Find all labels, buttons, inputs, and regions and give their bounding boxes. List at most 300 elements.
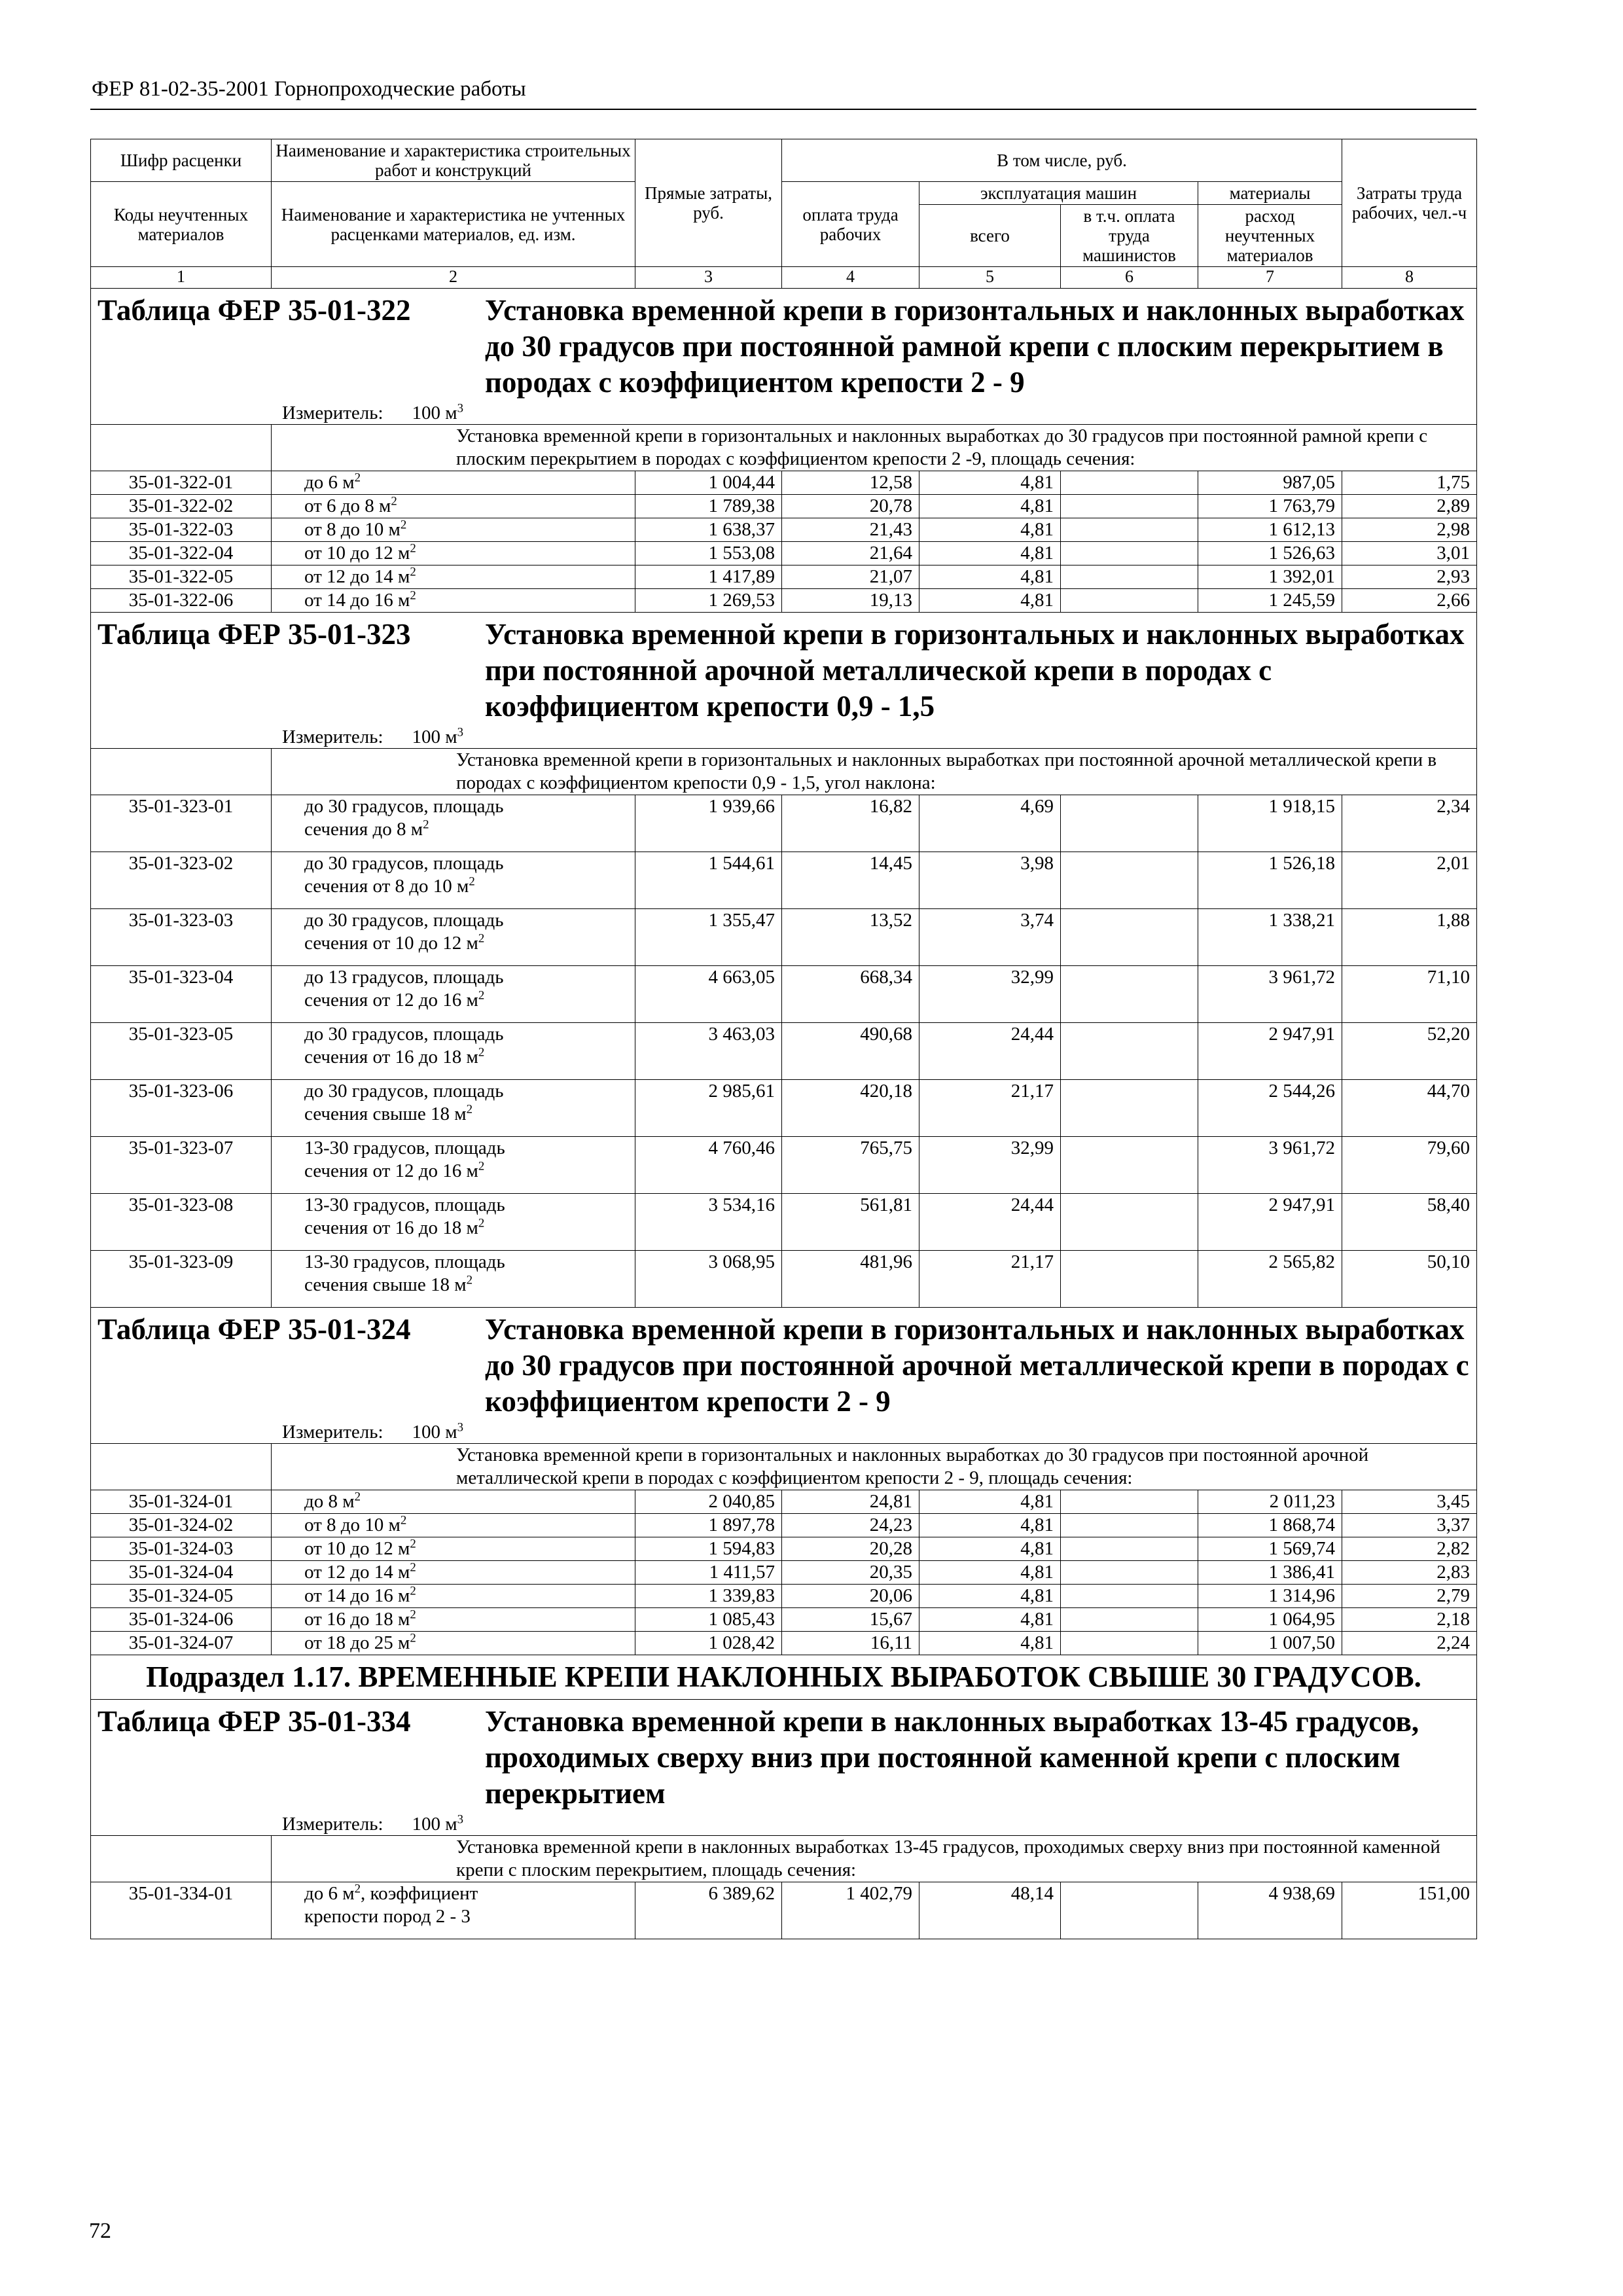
rate-description — [272, 1194, 635, 1251]
table-row — [91, 518, 1477, 542]
measure-unit: 100 м — [412, 403, 457, 423]
description-line-2: крепости пород 2 - 3 — [304, 1906, 471, 1927]
materials-cost: 3 961,72 — [1198, 1137, 1342, 1194]
rate-description — [272, 495, 635, 518]
header-machines-total: всего — [919, 205, 1061, 267]
table-title-block — [98, 1704, 1470, 1812]
description-line-1: до 30 градусов, площадь — [304, 910, 504, 931]
table-title-cell — [91, 1308, 1477, 1444]
materials-cost: 2 544,26 — [1198, 1080, 1342, 1137]
work-description: Установка временной крепи в наклонных выработках 13-45 градусов, проходимых сверху вниз при постоянной каменной крепи с плоским перекрытием, площадь сечения: — [272, 1836, 1477, 1882]
work-description-spacer — [91, 425, 272, 471]
direct-cost: 2 040,85 — [635, 1490, 782, 1514]
description-text: от 18 до 25 м — [304, 1632, 410, 1653]
rate-code: 35-01-322-02 — [91, 495, 272, 518]
labor-cost: 3,01 — [1342, 542, 1477, 565]
work-description-row — [91, 1836, 1477, 1882]
machinists-cost — [1061, 1537, 1198, 1561]
description-line-1: до 13 градусов, площадь — [304, 967, 504, 988]
column-numbers-row — [91, 267, 1477, 289]
materials-cost: 3 961,72 — [1198, 966, 1342, 1023]
rate-code: 35-01-323-02 — [91, 852, 272, 909]
direct-cost: 4 760,46 — [635, 1137, 782, 1194]
description-line-2: сечения свыше 18 м — [304, 1103, 467, 1124]
unit-superscript: 2 — [466, 1102, 473, 1117]
wages-cost: 16,82 — [782, 795, 919, 852]
wages-cost: 21,07 — [782, 565, 919, 589]
unit-superscript: 2 — [410, 1560, 416, 1575]
unit-superscript: 2 — [410, 588, 416, 603]
description-text: от 10 до 12 м — [304, 543, 410, 564]
unit-superscript: 2 — [466, 1273, 473, 1287]
direct-cost: 1 594,83 — [635, 1537, 782, 1561]
table-row — [91, 1882, 1477, 1939]
rate-code: 35-01-322-03 — [91, 518, 272, 542]
materials-cost: 4 938,69 — [1198, 1882, 1342, 1939]
rate-code: 35-01-323-03 — [91, 909, 272, 966]
labor-cost: 71,10 — [1342, 966, 1477, 1023]
rate-description — [272, 1251, 635, 1308]
table-row — [91, 1585, 1477, 1608]
description-line-1: 13-30 градусов, площадь — [304, 1138, 505, 1158]
table-title-block — [98, 1312, 1470, 1420]
unit-superscript: 2 — [469, 874, 475, 889]
column-number: 3 — [635, 267, 782, 289]
direct-cost: 6 389,62 — [635, 1882, 782, 1939]
table-number: Таблица ФЕР 35-01-323 — [98, 618, 411, 651]
header-direct-costs: Прямые затраты, руб. — [635, 139, 782, 267]
unit-superscript: 2 — [410, 1537, 416, 1551]
table-row — [91, 1632, 1477, 1655]
measure-superscript: 3 — [457, 1812, 464, 1827]
materials-cost: 1 392,01 — [1198, 565, 1342, 589]
measure-unit: 100 м — [412, 1814, 457, 1835]
direct-cost: 3 534,16 — [635, 1194, 782, 1251]
direct-cost: 1 544,61 — [635, 852, 782, 909]
wages-cost: 20,06 — [782, 1585, 919, 1608]
table-title-row — [91, 1308, 1477, 1444]
direct-cost: 1 897,78 — [635, 1514, 782, 1537]
description-line-1-tail: , коэффициент — [361, 1883, 478, 1904]
rate-description — [272, 1585, 635, 1608]
work-description-row — [91, 425, 1477, 471]
direct-cost: 1 004,44 — [635, 471, 782, 495]
materials-cost: 2 947,91 — [1198, 1023, 1342, 1080]
rate-code: 35-01-324-06 — [91, 1608, 272, 1632]
description-text: до 6 м — [304, 472, 355, 493]
unit-superscript: 2 — [478, 988, 485, 1003]
description-line-2: сечения от 10 до 12 м — [304, 933, 478, 954]
table-row — [91, 1137, 1477, 1194]
table-title-cell — [91, 1700, 1477, 1836]
labor-cost: 3,45 — [1342, 1490, 1477, 1514]
rate-code: 35-01-323-01 — [91, 795, 272, 852]
rate-code: 35-01-324-02 — [91, 1514, 272, 1537]
machines-cost: 4,81 — [919, 1632, 1061, 1655]
table-row — [91, 1537, 1477, 1561]
description-line-2: сечения от 8 до 10 м — [304, 876, 469, 897]
description-text: от 16 до 18 м — [304, 1609, 410, 1630]
materials-cost: 1 386,41 — [1198, 1561, 1342, 1585]
wages-cost: 12,58 — [782, 471, 919, 495]
machines-cost: 3,74 — [919, 909, 1061, 966]
rate-code: 35-01-324-05 — [91, 1585, 272, 1608]
machines-cost: 21,17 — [919, 1080, 1061, 1137]
table-title-row — [91, 613, 1477, 749]
table-row — [91, 1608, 1477, 1632]
rate-code: 35-01-334-01 — [91, 1882, 272, 1939]
direct-cost: 1 939,66 — [635, 795, 782, 852]
column-number: 5 — [919, 267, 1061, 289]
machinists-cost — [1061, 471, 1198, 495]
description-line-1: до 30 градусов, площадь — [304, 1024, 504, 1045]
unit-superscript: 2 — [391, 494, 397, 509]
machinists-cost — [1061, 1608, 1198, 1632]
materials-cost: 1 064,95 — [1198, 1608, 1342, 1632]
description-line-1: до 30 градусов, площадь — [304, 796, 504, 817]
materials-cost: 2 947,91 — [1198, 1194, 1342, 1251]
description-text: до 8 м — [304, 1491, 355, 1512]
wages-cost: 14,45 — [782, 852, 919, 909]
labor-cost: 2,82 — [1342, 1537, 1477, 1561]
labor-cost: 2,18 — [1342, 1608, 1477, 1632]
rate-description — [272, 795, 635, 852]
rate-code: 35-01-322-01 — [91, 471, 272, 495]
measure-unit: 100 м — [412, 1422, 457, 1443]
machinists-cost — [1061, 518, 1198, 542]
table-row — [91, 1251, 1477, 1308]
labor-cost: 50,10 — [1342, 1251, 1477, 1308]
header-machinists: в т.ч. оплата труда машинистов — [1061, 205, 1198, 267]
description-line-2: сечения от 12 до 16 м — [304, 990, 478, 1011]
machines-cost: 4,81 — [919, 495, 1061, 518]
machines-cost: 3,98 — [919, 852, 1061, 909]
description-line-2: сечения свыше 18 м — [304, 1274, 467, 1295]
machines-cost: 48,14 — [919, 1882, 1061, 1939]
materials-cost: 987,05 — [1198, 471, 1342, 495]
wages-cost: 16,11 — [782, 1632, 919, 1655]
direct-cost: 1 417,89 — [635, 565, 782, 589]
rate-code: 35-01-323-08 — [91, 1194, 272, 1251]
table-row — [91, 909, 1477, 966]
measure-label: Измеритель: — [282, 726, 383, 747]
measure-superscript: 3 — [457, 1420, 464, 1435]
unit-superscript: 2 — [400, 518, 407, 532]
machines-cost: 32,99 — [919, 1137, 1061, 1194]
labor-cost: 2,24 — [1342, 1632, 1477, 1655]
unit-superscript: 2 — [478, 1045, 485, 1060]
table-title-cell — [91, 289, 1477, 425]
machines-cost: 4,81 — [919, 565, 1061, 589]
rate-description — [272, 565, 635, 589]
machines-cost: 4,81 — [919, 1585, 1061, 1608]
materials-cost: 1 763,79 — [1198, 495, 1342, 518]
materials-cost: 2 565,82 — [1198, 1251, 1342, 1308]
table-row — [91, 495, 1477, 518]
rate-description — [272, 471, 635, 495]
rate-description — [272, 1608, 635, 1632]
rate-code: 35-01-324-01 — [91, 1490, 272, 1514]
wages-cost: 21,43 — [782, 518, 919, 542]
wages-cost: 19,13 — [782, 589, 919, 613]
work-description-spacer — [91, 1836, 272, 1882]
wages-cost: 13,52 — [782, 909, 919, 966]
description-text: от 8 до 10 м — [304, 519, 401, 540]
wages-cost: 765,75 — [782, 1137, 919, 1194]
header-row — [91, 139, 1477, 182]
machines-cost: 4,81 — [919, 1490, 1061, 1514]
machinists-cost — [1061, 966, 1198, 1023]
materials-cost: 1 918,15 — [1198, 795, 1342, 852]
column-number: 6 — [1061, 267, 1198, 289]
description-line-1: до 30 градусов, площадь — [304, 853, 504, 874]
machines-cost: 24,44 — [919, 1194, 1061, 1251]
machinists-cost — [1061, 1023, 1198, 1080]
labor-cost: 79,60 — [1342, 1137, 1477, 1194]
materials-cost: 1 526,63 — [1198, 542, 1342, 565]
rate-code: 35-01-323-04 — [91, 966, 272, 1023]
unit-superscript: 2 — [354, 1882, 361, 1896]
table-row — [91, 966, 1477, 1023]
machinists-cost — [1061, 909, 1198, 966]
wages-cost: 490,68 — [782, 1023, 919, 1080]
direct-cost: 3 463,03 — [635, 1023, 782, 1080]
table-title-block — [98, 293, 1470, 401]
unit-superscript: 2 — [423, 817, 429, 832]
measure-label: Измеритель: — [282, 403, 383, 423]
rate-code: 35-01-322-05 — [91, 565, 272, 589]
machines-cost: 4,81 — [919, 1537, 1061, 1561]
description-line-1: до 6 м — [304, 1883, 355, 1904]
rate-description — [272, 1632, 635, 1655]
measure-line — [282, 726, 1470, 748]
description-text: от 12 до 14 м — [304, 566, 410, 587]
table-row — [91, 795, 1477, 852]
header-including: В том числе, руб. — [782, 139, 1342, 182]
labor-cost: 1,88 — [1342, 909, 1477, 966]
rate-description — [272, 1561, 635, 1585]
rate-code: 35-01-324-07 — [91, 1632, 272, 1655]
labor-cost: 3,37 — [1342, 1514, 1477, 1537]
rate-code: 35-01-323-07 — [91, 1137, 272, 1194]
wages-cost: 20,35 — [782, 1561, 919, 1585]
machinists-cost — [1061, 1632, 1198, 1655]
labor-cost: 151,00 — [1342, 1882, 1477, 1939]
unit-superscript: 2 — [478, 931, 485, 946]
rate-description — [272, 1080, 635, 1137]
direct-cost: 1 789,38 — [635, 495, 782, 518]
wages-cost: 481,96 — [782, 1251, 919, 1308]
rate-description — [272, 1537, 635, 1561]
labor-cost: 58,40 — [1342, 1194, 1477, 1251]
table-number: Таблица ФЕР 35-01-324 — [98, 1313, 411, 1346]
page-number: 72 — [89, 2219, 111, 2243]
table-number: Таблица ФЕР 35-01-322 — [98, 294, 411, 327]
rate-description — [272, 1137, 635, 1194]
rate-description — [272, 966, 635, 1023]
header-name-bottom: Наименование и характеристика не учтенных расценками материалов, ед. изм. — [272, 182, 635, 267]
measure-line — [282, 402, 1470, 424]
wages-cost: 24,81 — [782, 1490, 919, 1514]
machinists-cost — [1061, 1882, 1198, 1939]
measure-superscript: 3 — [457, 401, 464, 416]
table-row — [91, 1514, 1477, 1537]
unit-superscript: 2 — [478, 1216, 485, 1230]
table-title: Установка временной крепи в горизонтальных и наклонных выработках при постоянной арочной металлической крепи в породах с коэффициентом крепости 0,9 - 1,5 — [485, 618, 1465, 723]
direct-cost: 1 411,57 — [635, 1561, 782, 1585]
wages-cost: 21,64 — [782, 542, 919, 565]
labor-cost: 2,98 — [1342, 518, 1477, 542]
measure-label: Измеритель: — [282, 1814, 383, 1835]
machinists-cost — [1061, 565, 1198, 589]
rate-code: 35-01-324-03 — [91, 1537, 272, 1561]
work-description-row — [91, 1444, 1477, 1490]
machinists-cost — [1061, 542, 1198, 565]
machinists-cost — [1061, 1514, 1198, 1537]
table-row — [91, 589, 1477, 613]
work-description: Установка временной крепи в горизонтальных и наклонных выработках при постоянной арочной металлической крепи в породах с коэффициентом крепости 0,9 - 1,5, угол наклона: — [272, 749, 1477, 795]
materials-cost: 1 245,59 — [1198, 589, 1342, 613]
materials-cost: 1 314,96 — [1198, 1585, 1342, 1608]
labor-cost: 2,34 — [1342, 795, 1477, 852]
rate-description — [272, 589, 635, 613]
rate-description — [272, 1514, 635, 1537]
direct-cost: 1 553,08 — [635, 542, 782, 565]
machines-cost: 4,81 — [919, 1514, 1061, 1537]
header-machines: эксплуатация машин — [919, 182, 1198, 205]
header-rule — [90, 109, 1476, 110]
work-description: Установка временной крепи в горизонтальных и наклонных выработках до 30 градусов при постоянной арочной металлической крепи в породах с коэффициентом крепости 2 - 9, площадь сечения: — [272, 1444, 1477, 1490]
rate-code: 35-01-322-04 — [91, 542, 272, 565]
direct-cost: 4 663,05 — [635, 966, 782, 1023]
description-line-1: 13-30 градусов, площадь — [304, 1251, 505, 1272]
machinists-cost — [1061, 852, 1198, 909]
direct-cost: 1 339,83 — [635, 1585, 782, 1608]
materials-cost: 1 007,50 — [1198, 1632, 1342, 1655]
table-title-block — [98, 617, 1470, 725]
measure-unit: 100 м — [412, 726, 457, 747]
measure-label: Измеритель: — [282, 1422, 383, 1443]
table-title: Установка временной крепи в горизонтальных и наклонных выработках до 30 градусов при постоянной арочной металлической крепи в породах с коэффициентом крепости 2 - 9 — [485, 1313, 1469, 1418]
direct-cost: 1 638,37 — [635, 518, 782, 542]
column-number: 2 — [272, 267, 635, 289]
table-title: Установка временной крепи в горизонтальных и наклонных выработках до 30 градусов при постоянной рамной крепи с плоским перекрытием в породах с коэффициентом крепости 2 - 9 — [485, 294, 1465, 399]
rate-code: 35-01-323-05 — [91, 1023, 272, 1080]
measure-superscript: 3 — [457, 725, 464, 740]
rate-description — [272, 852, 635, 909]
header-name-top: Наименование и характеристика строительных работ и конструкций — [272, 139, 635, 182]
table-title-row — [91, 289, 1477, 425]
table-row — [91, 852, 1477, 909]
rate-description — [272, 909, 635, 966]
materials-cost: 2 011,23 — [1198, 1490, 1342, 1514]
work-description-spacer — [91, 749, 272, 795]
wages-cost: 15,67 — [782, 1608, 919, 1632]
unit-superscript: 2 — [354, 1490, 361, 1504]
table-row — [91, 1023, 1477, 1080]
machines-cost: 4,81 — [919, 1561, 1061, 1585]
machinists-cost — [1061, 1251, 1198, 1308]
direct-cost: 3 068,95 — [635, 1251, 782, 1308]
machinists-cost — [1061, 1585, 1198, 1608]
measure-line — [282, 1813, 1470, 1835]
unit-superscript: 2 — [410, 541, 416, 556]
running-head: ФЕР 81-02-35-2001 Горнопроходческие работы — [92, 77, 526, 101]
wages-cost: 20,78 — [782, 495, 919, 518]
table-row — [91, 1561, 1477, 1585]
header-labor: Затраты труда рабочих, чел.-ч — [1342, 139, 1477, 267]
column-number: 1 — [91, 267, 272, 289]
materials-cost: 1 526,18 — [1198, 852, 1342, 909]
rate-code: 35-01-323-06 — [91, 1080, 272, 1137]
machinists-cost — [1061, 495, 1198, 518]
rate-code: 35-01-324-04 — [91, 1561, 272, 1585]
column-number: 8 — [1342, 267, 1477, 289]
wages-cost: 20,28 — [782, 1537, 919, 1561]
header-cipher: Шифр расценки — [91, 139, 272, 182]
rate-code: 35-01-322-06 — [91, 589, 272, 613]
machinists-cost — [1061, 1080, 1198, 1137]
machines-cost: 4,81 — [919, 589, 1061, 613]
materials-cost: 1 612,13 — [1198, 518, 1342, 542]
table-row — [91, 565, 1477, 589]
table-title-cell — [91, 613, 1477, 749]
measure-value — [412, 726, 464, 747]
machines-cost: 21,17 — [919, 1251, 1061, 1308]
header-material-codes: Коды неучтенных материалов — [91, 182, 272, 267]
machines-cost: 4,81 — [919, 1608, 1061, 1632]
table-title-row — [91, 1700, 1477, 1836]
subsection-row — [91, 1655, 1477, 1700]
measure-value — [412, 1814, 464, 1835]
description-text: от 10 до 12 м — [304, 1538, 410, 1559]
machines-cost: 4,81 — [919, 471, 1061, 495]
description-line-2: сечения до 8 м — [304, 819, 423, 840]
work-description-spacer — [91, 1444, 272, 1490]
machinists-cost — [1061, 1561, 1198, 1585]
unit-superscript: 2 — [410, 1631, 416, 1645]
table-row — [91, 471, 1477, 495]
table-title: Установка временной крепи в наклонных выработках 13-45 градусов, проходимых сверху вниз при постоянной каменной крепи с плоским перекрытием — [485, 1705, 1419, 1810]
header-materials-sub: расход неучтенных материалов — [1198, 205, 1342, 267]
rate-description — [272, 1490, 635, 1514]
wages-cost: 668,34 — [782, 966, 919, 1023]
rate-description — [272, 1882, 635, 1939]
labor-cost: 2,66 — [1342, 589, 1477, 613]
wages-cost: 24,23 — [782, 1514, 919, 1537]
direct-cost: 1 355,47 — [635, 909, 782, 966]
unit-superscript: 2 — [410, 1607, 416, 1622]
work-description: Установка временной крепи в горизонтальных и наклонных выработках до 30 градусов при постоянной рамной крепи с плоским перекрытием в породах с коэффициентом крепости 2 -9, площадь сечения: — [272, 425, 1477, 471]
wages-cost: 561,81 — [782, 1194, 919, 1251]
measure-line — [282, 1421, 1470, 1443]
machinists-cost — [1061, 1194, 1198, 1251]
labor-cost: 2,89 — [1342, 495, 1477, 518]
work-description-row — [91, 749, 1477, 795]
table-row — [91, 1080, 1477, 1137]
labor-cost: 2,01 — [1342, 852, 1477, 909]
direct-cost: 2 985,61 — [635, 1080, 782, 1137]
description-text: от 12 до 14 м — [304, 1562, 410, 1583]
measure-value — [412, 403, 464, 423]
labor-cost: 44,70 — [1342, 1080, 1477, 1137]
header-materials: материалы — [1198, 182, 1342, 205]
direct-cost: 1 085,43 — [635, 1608, 782, 1632]
description-text: от 14 до 16 м — [304, 1585, 410, 1606]
description-text: от 8 до 10 м — [304, 1515, 401, 1535]
materials-cost: 1 868,74 — [1198, 1514, 1342, 1537]
table-row — [91, 1194, 1477, 1251]
